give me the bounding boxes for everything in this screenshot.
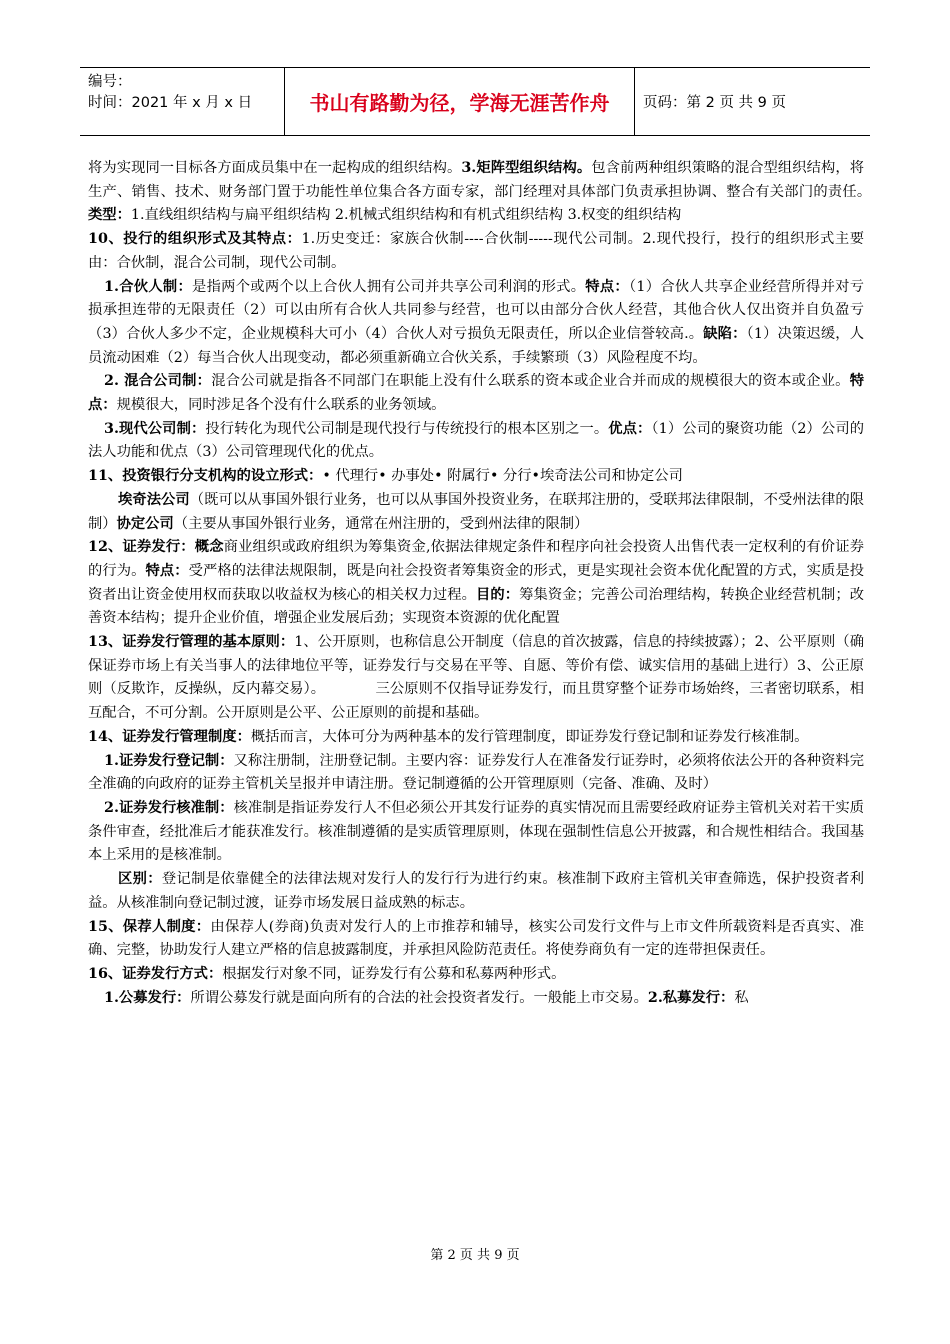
section-heading-13: 13、证券发行管理的基本原则：1、公开原则，也称信息公开制度（信息的首次披露，信息的持续披露）；2、公平原则（确保证券市场上有关当事人的法律地位平等，证券发行与交易在平等、自愿、等价有偿、诚实信用的基础上进行）3、公正原则（反欺诈，反操纵，反内幕交易）。 三公原则不仅指导证券发行，而且贯穿整个证券市场始终，三者密切联系，相互配合，不可分割。公开原则是公平、公正原则的前提和基础。 [88, 634, 864, 722]
doc-code-label: 编号： [88, 74, 132, 90]
section-heading-12: 12、证券发行：概念商业组织或政府组织为筹集资金,依据法律规定条件和程序向社会投资人出售代表一定权利的有价证券的行为。特点：受严格的法律法规限制，既是向社会投资者筹集资金的形式，更是实现社会资本优化配置的方式，实质是投资者出让资金使用权而获取以收益权为核心的相关权力过程。目的：筹集资金；完善公司治理结构，转换企业经营机制；改善资本结构；提升企业价值，增强企业发展后劲；实现资本资源的优化配置 [88, 539, 865, 627]
section-heading-16: 16、证券发行方式：根据发行对象不同，证券发行有公募和私募两种形式。 [88, 965, 566, 982]
section-heading-15: 15、保荐人制度：由保荐人(券商)负责对发行人的上市推荐和辅导，核实公司发行文件与上市文件所载资料是否真实、准确、完整，协助发行人建立严格的信息披露制度，并承担风险防范责任。将使券商负有一定的连带担保责任。 [88, 918, 864, 959]
header-meta [80, 68, 285, 135]
section-heading-11: 11、投资银行分支机构的设立形式：• 代理行• 办事处• 附属行• 分行•埃奇法公司和协定公司 [88, 468, 683, 485]
paragraph: 1.公募发行：所谓公募发行就是面向所有的合法的社会投资者发行。一般能上市交易。2.私募发行：私 [104, 989, 749, 1006]
section-heading-10: 10、投行的组织形式及其特点：1.历史变迁：家族合伙制----合伙制-----现代公司制。2.现代投行，投行的组织形式主要由：合伙制，混合公司制，现代公司制。 [88, 231, 864, 271]
paragraph: 2. 混合公司制：混合公司就是指各不同部门在职能上没有什么联系的资本或企业合并而成的规模很大的资本或企业。特点：规模很大，同时涉足各个没有什么联系的业务领域。 [88, 373, 864, 414]
document-body [88, 157, 879, 1010]
section-heading-14: 14、证券发行管理制度：概括而言，大体可分为两种基本的发行管理制度，即证券发行登记制和证券发行核准制。 [88, 728, 809, 745]
paragraph: 区别：登记制是依靠健全的法律法规对发行人的发行行为进行约束。核准制下政府主管机关审查筛选，保护投资者利益。从核准制向登记制过渡，证券市场发展日益成熟的标志。 [88, 871, 864, 911]
paragraph: 3.现代公司制：投行转化为现代公司制是现代投行与传统投行的根本区别之一。优点：（1）公司的聚资功能（2）公司的法人功能和优点（3）公司管理现代化的优点。 [88, 420, 864, 461]
page-header [80, 67, 870, 136]
doc-time-label: 时间：2021 年 x 月 x 日 [88, 95, 253, 111]
paragraph: 2.证券发行核准制：核准制是指证券发行人不但必须公开其发行证券的真实情况而且需要经政府证券主管机关对若干实质条件审查，经批准后才能获准发行。核准制遵循的是实质管理原则，体现在强制性信息公开披露，和合规性相结合。我国基本上采用的是核准制。 [88, 799, 864, 864]
paragraph: 将为实现同一目标各方面成员集中在一起构成的组织结构。3.矩阵型组织结构。包含前两种组织策略的混合型组织结构，将生产、销售、技术、财务部门置于功能性单位集合各方面专家，部门经理对具体部门负责承担协调、整合有关部门的责任。 类型：1.直线组织结构与扁平组织结构 2.机械式组织结构和有机式组织结构 3.权变的组织结构 [88, 160, 879, 224]
paragraph: 1.合伙人制：是指两个或两个以上合伙人拥有公司并共享公司利润的形式。特点：（1）合伙人共享企业经营所得并对亏损承担连带的无限责任（2）可以由所有合伙人共同参与经营，也可以由部分合伙人经营，其他合伙人仅出资并自负盈亏（3）合伙人多少不定，企业规模科大可小（4）合伙人对亏损负无限责任，所以企业信誉较高.。缺陷：（1）决策迟缓，人员流动困难（2）每当合伙人出现变动，都必须重新确立合伙关系，手续繁琐（3）风险程度不均。 [88, 278, 865, 366]
header-page-info: 页码：第 2 页 共 9 页 [643, 95, 786, 111]
paragraph: 1.证券发行登记制：又称注册制，注册登记制。主要内容：证券发行人在准备发行证券时，必须将依法公开的各种资料完全准确的向政府的证券主管机关呈报并申请注册。登记制遵循的公开管理原则（完备、准确、及时） [88, 752, 864, 793]
paragraph: 埃奇法公司（既可以从事国外银行业务，也可以从事国外投资业务，在联邦注册的，受联邦法律限制，不受州法律的限制）协定公司（主要从事国外银行业务，通常在州注册的，受到州法律的限制） [88, 491, 865, 532]
header-motto: 书山有路勤为径，学海无涯苦作舟 [285, 68, 635, 135]
page-footer: 第 2 页 共 9 页 [430, 1248, 520, 1263]
